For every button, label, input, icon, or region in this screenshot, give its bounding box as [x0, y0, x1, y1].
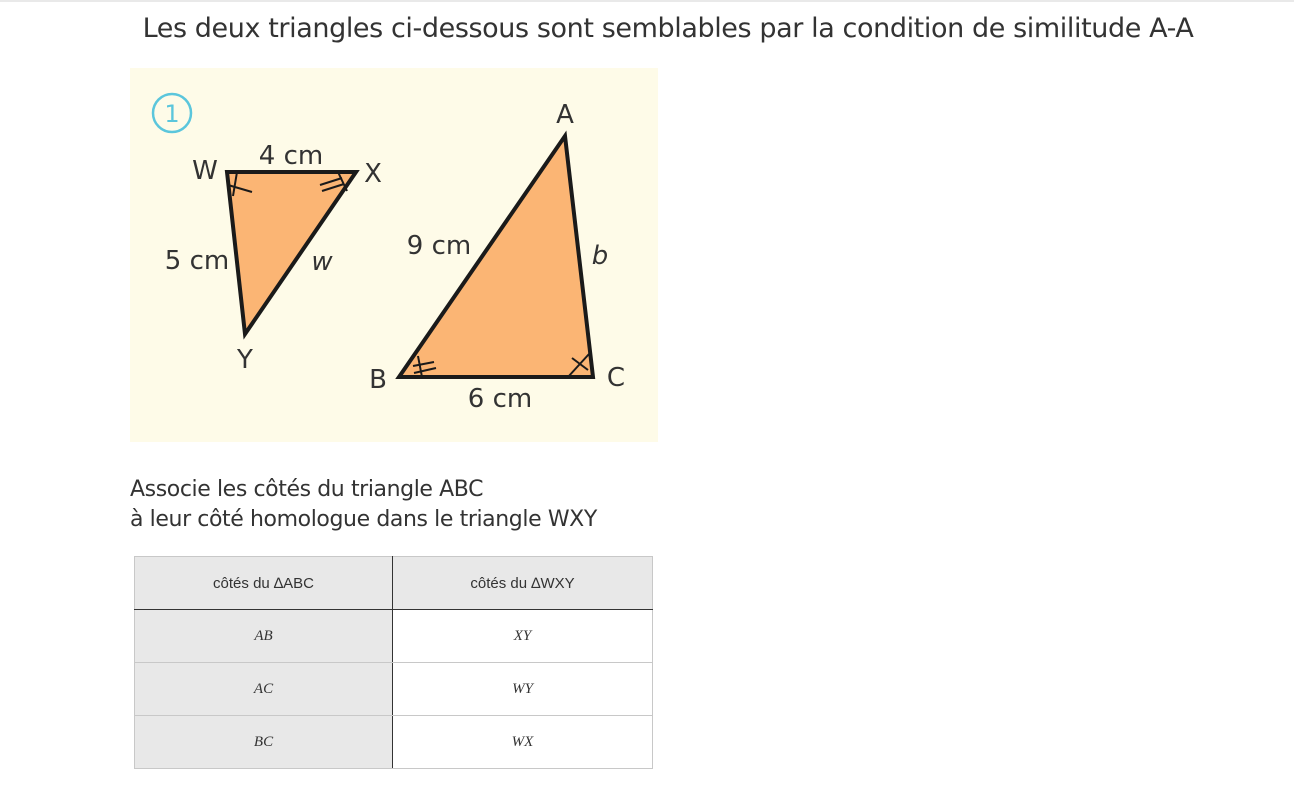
vertex-label-y: Y: [237, 345, 253, 375]
instruction-line-2: à leur côté homologue dans le triangle WXY: [130, 507, 597, 532]
instruction-line-1: Associe les côtés du triangle ABC: [130, 477, 484, 502]
triangles-svg: [130, 68, 658, 442]
vertex-label-w: W: [192, 156, 218, 186]
side-label-bc: 6 cm: [467, 384, 533, 414]
table-row: [135, 610, 653, 663]
table-row: [135, 663, 653, 716]
wxy-side-dropzone[interactable]: WX: [393, 716, 653, 769]
wxy-side-dropzone[interactable]: XY: [393, 610, 653, 663]
side-label-xy: w: [311, 247, 333, 277]
vertex-label-a: A: [556, 100, 574, 130]
wxy-side-dropzone[interactable]: WY: [393, 663, 653, 716]
triangles-figure: [130, 68, 658, 442]
side-label-wx: 4 cm: [258, 141, 324, 171]
instruction-text: [130, 475, 597, 535]
table-header-row: [135, 557, 653, 610]
matching-table: [134, 556, 653, 769]
abc-side-cell: AB: [135, 610, 393, 663]
vertex-label-b: B: [369, 365, 387, 395]
header-wxy-sides: côtés du ∆WXY: [393, 557, 653, 610]
header-abc-sides: côtés du ∆ABC: [135, 557, 393, 610]
figure-number: 1: [164, 100, 180, 128]
abc-side-cell: AC: [135, 663, 393, 716]
side-label-ac: b: [591, 241, 609, 271]
top-divider: [0, 0, 1294, 2]
side-label-wy: 5 cm: [164, 246, 230, 276]
vertex-label-x: X: [364, 159, 382, 189]
abc-side-cell: BC: [135, 716, 393, 769]
table-row: [135, 716, 653, 769]
side-label-ab: 9 cm: [406, 231, 472, 261]
triangle-wxy: [227, 172, 356, 334]
vertex-label-c: C: [606, 363, 626, 393]
page-title: Les deux triangles ci-dessous sont semblables par la condition de similitude A-A: [142, 13, 1194, 44]
